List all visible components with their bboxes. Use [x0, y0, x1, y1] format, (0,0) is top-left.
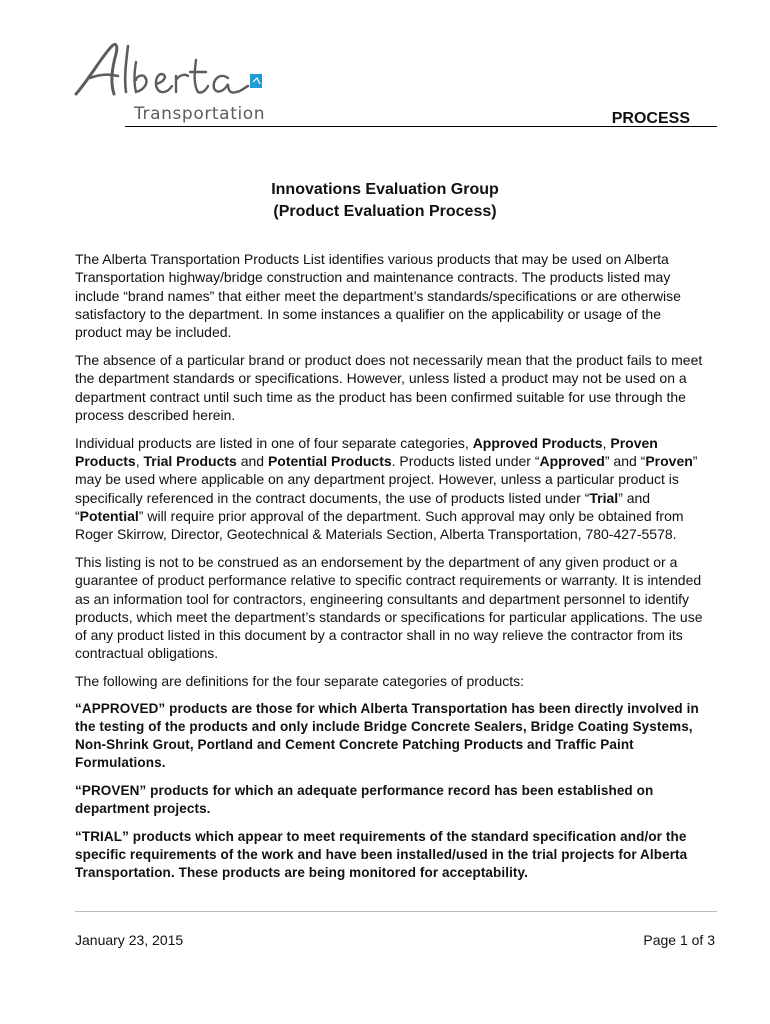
document-subtitle: (Product Evaluation Process) [273, 203, 497, 220]
paragraph-absence: The absence of a particular brand or product does not necessarily mean that the product fails to meet the department standards or specifications. However, unless listed a product may not be used on a department contract until such time as the product has been confirmed suitable for use through the process described herein. [75, 351, 703, 423]
term-potential-products: Potential Products [267, 452, 392, 469]
paragraph-endorsement: This listing is not to be construed as an endorsement by the department of any given product or a guarantee of product performance relative to specific contract requirements or warranty. It is intended as an information tool for contractors, engineering consultants and department personnel to identify products, which meet the department’s standards or specifications for particular applications. The use of any product listed in this document by a contractor shall in no way relieve the contractor from its contractual obligations. [75, 553, 703, 662]
definition-approved: “APPROVED” products are those for which Alberta Transportation has been directly involved in the testing of the products and only include Bridge Concrete Sealers, Bridge Coating Systems, Non-Shrink Grout, Portland and Cement Concrete Patching Products and Traffic Paint Formulations. [75, 701, 699, 771]
paragraph-intro: The Alberta Transportation Products List identifies various products that may be used on Alberta Transportation highway/bridge construction and maintenance contracts. The products listed may include “brand names” that either meet the department’s standards/specifications or are otherwise satisfactory to the department. In some instances a qualifier on the applicability or usage of the product may be included. [75, 251, 681, 341]
term-trial: Trial [589, 489, 619, 506]
definition-trial: “TRIAL” products which appear to meet requirements of the standard specification and/or the specific requirements of the work and have been installed/used in the trial projects for Alberta Transportation. These products are being monitored for acceptability. [75, 829, 688, 881]
logo-subtitle: Transportation [134, 104, 266, 124]
process-label: PROCESS [611, 110, 690, 127]
text-run: , [602, 434, 611, 451]
document-title: Innovations Evaluation Group [271, 181, 499, 198]
text-run: ” will require prior approval of the department. Such approval may only be obtained from Roger Skirrow, Director, Geotechnical & Materials Section, Alberta Transportation, 780-427-5578. [75, 507, 684, 543]
term-approved-products: Approved Products [472, 434, 603, 451]
text-run: ” and “ [604, 452, 646, 469]
text-run: , [135, 452, 144, 469]
term-proven-products: Proven Products [75, 434, 658, 469]
paragraph-definitions-intro: The following are definitions for the four separate categories of products: [75, 673, 525, 690]
definition-proven: “PROVEN” products for which an adequate performance record has been established on department projects. [75, 783, 654, 817]
text-run: ” may be used where applicable on any department project. However, unless a particular product is specifically referenced in the contract documents, the use of products listed under “ [75, 452, 698, 506]
term-potential: Potential [79, 507, 139, 524]
term-trial-products: Trial Products [143, 452, 237, 469]
document-body [75, 250, 705, 892]
alberta-logo [72, 38, 272, 128]
text-run: and [236, 452, 268, 469]
paragraph-categories [75, 434, 705, 544]
text-run: ” and “ [75, 489, 651, 524]
text-run: Individual products are listed in one of four separate categories, [75, 434, 473, 451]
text-run: . Products listed under “ [391, 452, 540, 469]
term-proven: Proven [645, 452, 693, 469]
term-approved: Approved [539, 452, 605, 469]
footer-rule [75, 911, 717, 912]
footer-date: January 23, 2015 [75, 932, 184, 948]
footer-page-number: Page 1 of 3 [643, 932, 715, 948]
